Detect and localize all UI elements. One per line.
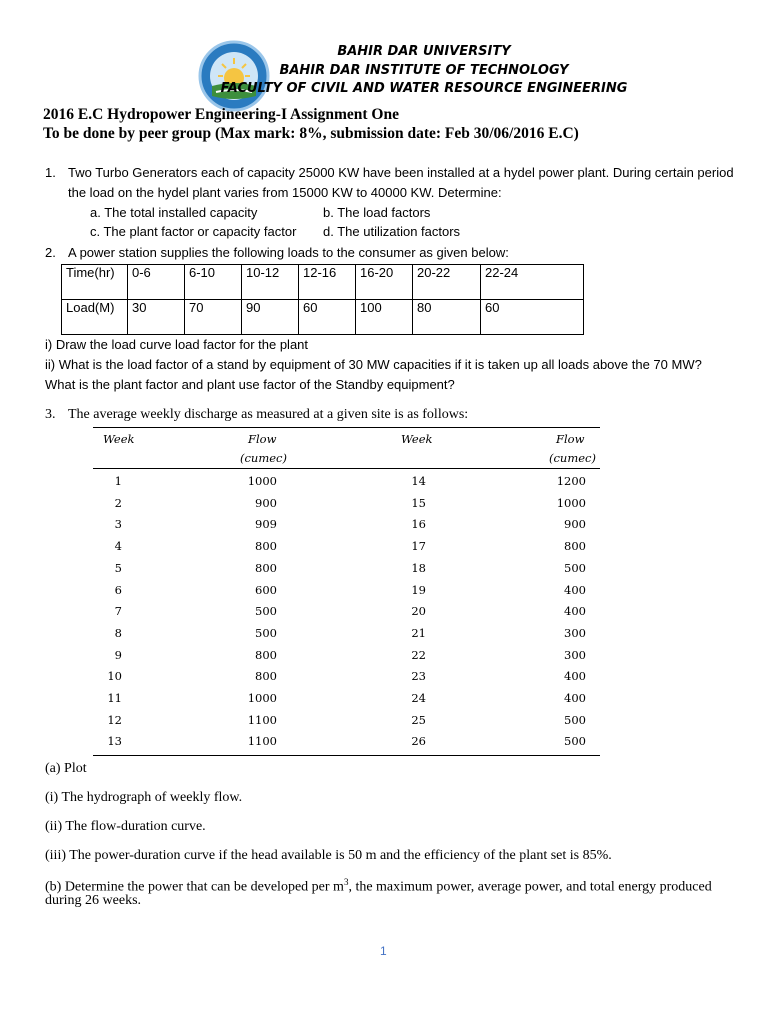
table-cell: 20-22: [413, 265, 481, 300]
flow-cell: 800: [255, 647, 277, 662]
assignment-title: 2016 E.C Hydropower Engineering-I Assignment One: [43, 106, 399, 123]
q2-part-ii-line2: What is the plant factor and plant use factor of the Standby equipment?: [45, 377, 455, 392]
table-cell: 80: [413, 300, 481, 335]
flow-cell: 600: [255, 582, 277, 597]
table-top-rule: [93, 427, 600, 428]
flow-cell: 500: [255, 625, 277, 640]
flow-cell: 900: [255, 495, 277, 510]
week-cell: 18: [411, 560, 426, 575]
q3-part-b-text-cont: , the maximum power, average power, and total energy produced: [348, 879, 712, 895]
week-cell: 4: [114, 539, 122, 554]
week-cell: 19: [411, 582, 426, 597]
table-cell: 60: [481, 300, 584, 335]
flow-cell: 400: [564, 582, 586, 597]
flow-cell: 1000: [556, 495, 586, 510]
q2-part-i: i) Draw the load curve load factor for the plant: [45, 337, 309, 352]
flow-cell: 1000: [247, 691, 277, 705]
flow-cell: 800: [255, 669, 277, 684]
flow-cell: 500: [564, 734, 586, 749]
col-flow-left: Flow: [248, 432, 277, 446]
flow-cell: 400: [564, 691, 586, 705]
flow-cell: 300: [564, 647, 586, 662]
q1-option-c: c. The plant factor or capacity factor: [90, 224, 297, 239]
flow-cell: 400: [564, 604, 586, 619]
table-cell: 30: [128, 300, 185, 335]
week-cell: 24: [411, 691, 426, 705]
q2-intro: A power station supplies the following loads to the consumer as given below:: [68, 245, 509, 260]
flow-cell: 909: [255, 517, 277, 532]
flow-cell: 500: [564, 712, 586, 727]
table-cell: 16-20: [356, 265, 413, 300]
week-cell: 10: [107, 669, 122, 684]
table-cell: 10-12: [242, 265, 299, 300]
flow-cell: 500: [255, 604, 277, 619]
table-cell: 60: [299, 300, 356, 335]
week-cell: 6: [114, 582, 122, 597]
table-row: [62, 265, 584, 300]
week-cell: 17: [411, 539, 426, 554]
week-cell: 5: [114, 560, 122, 575]
q1-option-b: b. The load factors: [323, 205, 431, 220]
flow-cell: 800: [564, 539, 586, 554]
table-cell: 6-10: [185, 265, 242, 300]
q1-number: 1.: [45, 165, 56, 180]
col-week-right: Week: [401, 432, 433, 446]
table-header-rule: [93, 468, 600, 469]
q3-number: 3.: [45, 407, 56, 422]
week-cell: 15: [411, 495, 426, 510]
week-cell: 3: [114, 517, 122, 532]
week-cell: 14: [411, 474, 426, 488]
week-cell: 12: [107, 712, 122, 727]
week-cell: 1: [114, 474, 122, 488]
flow-cell: 900: [564, 517, 586, 532]
load-table: [61, 264, 584, 335]
week-cell: 8: [114, 625, 122, 640]
q2-part-ii-line1: ii) What is the load factor of a stand by equipment of 30 MW capacities if it is taken up all loads above the 70 MW?: [45, 357, 702, 372]
flow-cell: 1200: [556, 474, 586, 488]
q3-part-b-line2: during 26 weeks.: [45, 893, 142, 908]
week-cell: 22: [411, 647, 426, 662]
q3-part-b-text: (b) Determine the power that can be developed per m: [45, 879, 344, 895]
table-cell: 100: [356, 300, 413, 335]
superscript: 3: [343, 877, 349, 887]
assignment-subtitle: To be done by peer group (Max mark: 8%, submission date: Feb 30/06/2016 E.C): [43, 125, 579, 142]
col-week-left: Week: [103, 432, 135, 446]
table-cell: 0-6: [128, 265, 185, 300]
q1-text-line1: Two Turbo Generators each of capacity 25000 KW have been installed at a hydel power plant. During certain period: [68, 165, 734, 180]
q1-option-d: d. The utilization factors: [323, 224, 461, 239]
week-cell: 7: [114, 604, 122, 619]
q3-part-a-iii: (iii) The power-duration curve if the head available is 50 m and the efficiency of the plant set is 85%.: [45, 848, 612, 863]
week-cell: 13: [107, 734, 122, 749]
table-bottom-rule: [93, 755, 600, 756]
col-unit-left: (cumec): [240, 451, 287, 465]
week-cell: 21: [411, 625, 426, 640]
q1-text-line2: the load on the hydel plant varies from 15000 KW to 40000 KW. Determine:: [68, 185, 502, 200]
col-unit-right: (cumec): [549, 451, 596, 465]
faculty-name: FACULTY OF CIVIL AND WATER RESOURCE ENGINEERING: [220, 81, 628, 96]
university-name: BAHIR DAR UNIVERSITY: [337, 44, 511, 59]
flow-cell: 800: [255, 539, 277, 554]
q3-part-b-line1: [45, 877, 712, 896]
q3-part-a-i: (i) The hydrograph of weekly flow.: [45, 790, 243, 805]
week-cell: 26: [411, 734, 426, 749]
q1-option-a: a. The total installed capacity: [90, 205, 258, 220]
week-cell: 2: [114, 495, 122, 510]
flow-cell: 500: [564, 560, 586, 575]
week-cell: 9: [114, 647, 122, 662]
week-cell: 16: [411, 517, 426, 532]
flow-cell: 400: [564, 669, 586, 684]
table-cell: Time(hr): [62, 265, 128, 300]
flow-cell: 800: [255, 560, 277, 575]
q2-number: 2.: [45, 245, 56, 260]
table-row: [62, 300, 584, 335]
q3-part-a: (a) Plot: [45, 761, 87, 776]
flow-cell: 1100: [247, 712, 277, 727]
table-cell: 70: [185, 300, 242, 335]
flow-cell: 300: [564, 625, 586, 640]
flow-cell: 1100: [247, 734, 277, 749]
week-cell: 11: [107, 691, 122, 705]
q3-intro: The average weekly discharge as measured at a given site is as follows:: [68, 407, 469, 422]
table-cell: Load(M): [62, 300, 128, 335]
week-cell: 23: [411, 669, 426, 684]
week-cell: 20: [411, 604, 426, 619]
institute-name: BAHIR DAR INSTITUTE OF TECHNOLOGY: [279, 63, 569, 78]
flow-cell: 1000: [247, 474, 277, 488]
page-number: 1: [380, 944, 387, 958]
table-cell: 90: [242, 300, 299, 335]
table-cell: 12-16: [299, 265, 356, 300]
q3-part-a-ii: (ii) The flow-duration curve.: [45, 819, 206, 834]
week-cell: 25: [411, 712, 426, 727]
table-cell: 22-24: [481, 265, 584, 300]
col-flow-right: Flow: [556, 432, 585, 446]
